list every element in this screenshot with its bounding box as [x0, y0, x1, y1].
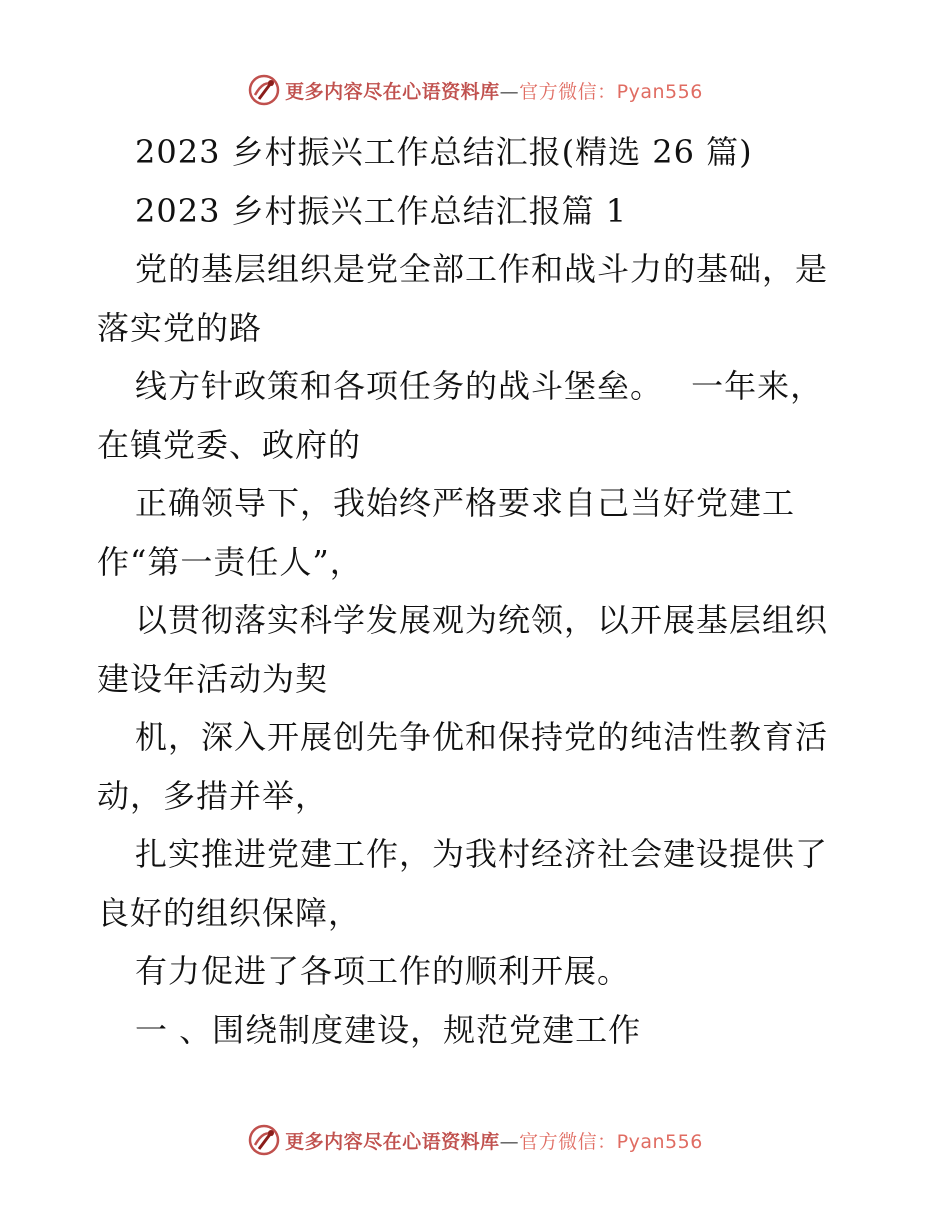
paragraph-line: 落实党的路: [97, 308, 263, 347]
paragraph-line: 以贯彻落实科学发展观为统领，以开展基层组织: [135, 601, 829, 639]
paragraph-line: 党的基层组织是党全部工作和战斗力的基础，是: [135, 250, 829, 288]
document-body: [97, 123, 857, 1059]
paragraph-line: 线方针政策和各项任务的战斗堡垒。 一年来，: [135, 367, 824, 405]
paragraph-line: 扎实推进党建工作，为我村经济社会建设提供了: [135, 835, 829, 873]
banner-wechat-text: 官方微信：Pyan556: [519, 80, 703, 103]
banner-separator: —: [499, 80, 520, 103]
paragraph-line: 正确领导下，我始终严格要求自己当好党建工: [135, 484, 796, 522]
brand-logo-icon: [247, 73, 281, 107]
banner-text: [285, 77, 703, 104]
subsection-heading: 一 、围绕制度建设，规范党建工作: [135, 1010, 642, 1049]
banner-main-text: 更多内容尽在心语资料库: [285, 1130, 500, 1153]
brand-logo-icon: [247, 1123, 281, 1157]
paragraph-line: 在镇党委、政府的: [97, 425, 362, 464]
footer-watermark-banner: [0, 1120, 950, 1160]
paragraph-line: 建设年活动为契: [97, 659, 329, 698]
paragraph-line: 有力促进了各项工作的顺利开展。: [135, 952, 631, 990]
banner-separator: —: [499, 1130, 520, 1153]
banner-text: [285, 1127, 703, 1154]
document-title: 2023 乡村振兴工作总结汇报(精选 26 篇): [135, 133, 753, 171]
paragraph-line: 机，深入开展创先争优和保持党的纯洁性教育活: [135, 718, 829, 756]
paragraph-line: 作“第一责任人”，: [97, 542, 363, 581]
header-watermark-banner: [0, 70, 950, 110]
banner-main-text: 更多内容尽在心语资料库: [285, 80, 500, 103]
paragraph-line: 动，多措并举，: [97, 776, 329, 815]
section-heading: 2023 乡村振兴工作总结汇报篇 1: [135, 191, 628, 230]
paragraph-line: 良好的组织保障，: [97, 893, 362, 932]
banner-wechat-text: 官方微信：Pyan556: [519, 1130, 703, 1153]
